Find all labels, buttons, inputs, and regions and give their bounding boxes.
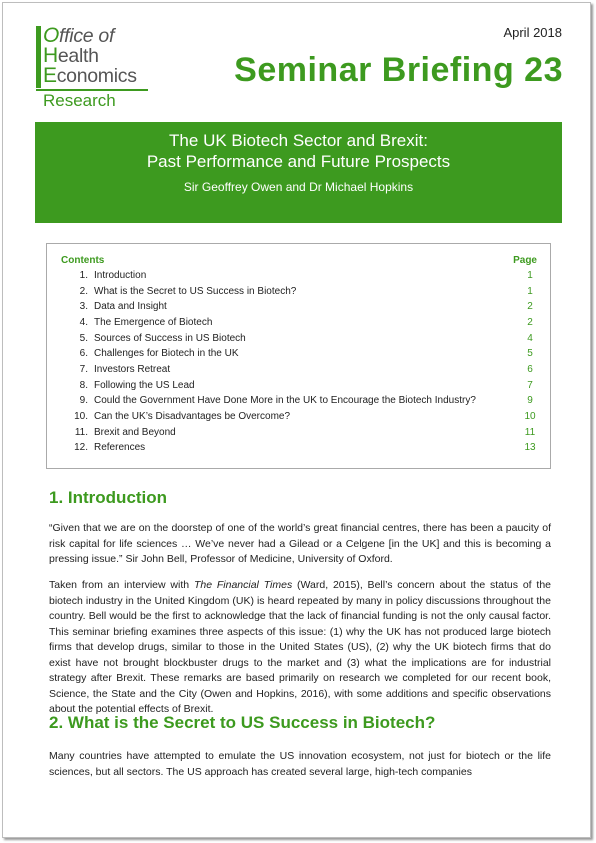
toc-title: References [94,442,146,453]
toc-number: 6. [79,348,88,359]
contents-box [46,243,551,469]
toc-number: 5. [79,333,88,344]
toc-title: Could the Government Have Done More in the UK to Encourage the Biotech Industry? [94,395,476,406]
toc-number: 12. [74,442,88,453]
toc-number: 7. [79,364,88,375]
toc-number: 4. [79,317,88,328]
toc-page: 7 [527,380,533,391]
toc-page: 2 [527,317,533,328]
toc-page: 5 [527,348,533,359]
toc-page: 6 [527,364,533,375]
briefing-title: Seminar Briefing 23 [234,51,563,89]
banner-authors: Sir Geoffrey Owen and Dr Michael Hopkins [183,180,414,194]
toc-number: 8. [79,380,88,391]
banner-title-line-1: The UK Biotech Sector and Brexit: [169,131,428,150]
toc-entry[interactable] [47,427,550,442]
intro-quote: “Given that we are on the doorstep of one of the world’s great financial centres, there has been a paucity of risk capital for life sciences … We’ve never had a Gilead or a Celgene [in the UK] and this is becoming a pressing issue.” Sir John Bell, Professor of Medicine, University of Oxford. [49,522,551,565]
title-banner [35,122,562,223]
toc-page: 2 [527,301,533,312]
toc-number: 11. [74,427,88,438]
section-2-heading: 2. What is the Secret to US Success in Biotech? [49,713,436,732]
toc-page: 1 [527,286,533,297]
toc-title: Investors Retreat [94,364,171,375]
toc-page: 4 [527,333,533,344]
toc-entry[interactable] [47,301,550,316]
section-1-heading: 1. Introduction [49,488,168,507]
toc-title: Data and Insight [94,301,167,312]
toc-title: Following the US Lead [94,380,195,391]
toc-page: 13 [524,442,536,453]
toc-title: Sources of Success in US Biotech [94,333,246,344]
publication-name: The Financial Times [193,579,293,591]
contents-page-heading: Page [513,255,537,266]
toc-entry[interactable] [47,270,550,285]
toc-entry[interactable] [47,317,550,332]
intro-paragraph: Taken from an interview with The Financial Times (Ward, 2015), Bell’s concern about the status of the biotech industry in the United Kingdom (UK) is heard repeated by many in policy discussions throughout the country. Bell would be the first to acknowledge that the lack of financial funding is not the only causal factor. This seminar briefing examines three aspects of this issue: (1) why the UK has not produced large biotech firms that develop drugs, similar to those in the United States (US), (2) why the UK biotech firms that do exist have not brought blockbuster drugs to the market and (3) what the implications are for industrial strategy after Brexit. These remarks are based primarily on research we completed for our recent book, Science, the State and the City (Owen and Hopkins, 2016), with some additions and specific observations about the potential effects of Brexit. [49,579,552,715]
toc-entry[interactable] [47,364,550,379]
toc-page: 9 [527,395,533,406]
toc-number: 3. [79,301,88,312]
toc-number: 2. [79,286,88,297]
toc-entry[interactable] [47,442,550,457]
toc-title: Introduction [94,270,147,281]
toc-entry[interactable] [47,395,550,410]
toc-entry[interactable] [47,348,550,363]
logo-research: Research [43,91,116,110]
contents-heading: Contents [61,255,105,266]
toc-number: 1. [79,270,88,281]
toc-title: Brexit and Beyond [94,427,176,438]
toc-entry[interactable] [47,411,550,426]
toc-number: 9. [79,395,88,406]
toc-title: The Emergence of Biotech [94,317,213,328]
toc-title: What is the Secret to US Success in Biotech? [94,286,297,297]
toc-page: 11 [524,427,536,438]
toc-title: Challenges for Biotech in the UK [94,348,239,359]
publication-date: April 2018 [503,25,562,40]
logo-line-health: Health [43,44,99,67]
toc-page: 10 [524,411,536,422]
toc-page: 1 [527,270,533,281]
ohe-logo [36,26,148,110]
toc-entry[interactable] [47,286,550,301]
toc-number: 10. [74,411,88,422]
logo-line-economics: Economics [43,64,137,87]
toc-title: Can the UK’s Disadvantages be Overcome? [94,411,291,422]
section-2-paragraph: Many countries have attempted to emulate the US innovation ecosystem, not just for biotech or the life sciences, but all sectors. The US approach has created several large, high-tech companies [49,750,551,778]
toc-entry[interactable] [47,333,550,348]
toc-entry[interactable] [47,380,550,395]
logo-accent-bar [36,26,41,88]
logo-line-office: Office of [43,24,115,47]
banner-title-line-2: Past Performance and Future Prospects [146,152,451,171]
